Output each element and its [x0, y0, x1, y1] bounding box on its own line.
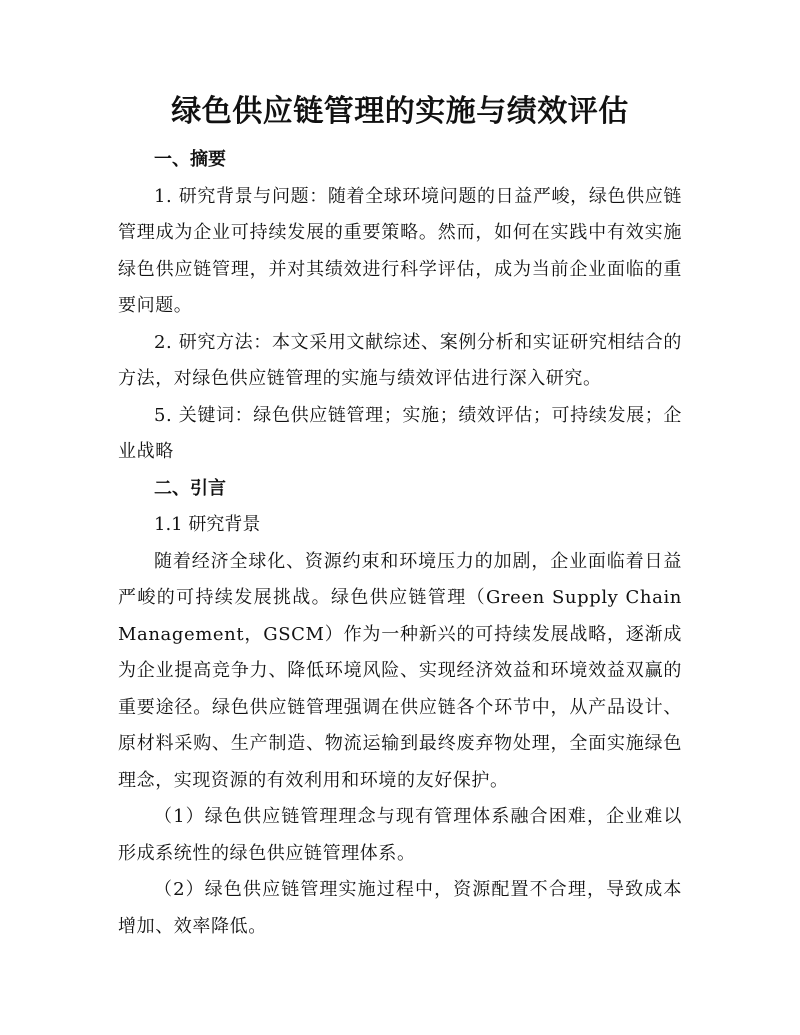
subsection-heading-background: 1.1 研究背景 [154, 514, 261, 535]
list-item-1: （1）绿色供应链管理理念与现有管理体系融合困难，企业难以形成系统性的绿色供应链管理体系。 [118, 806, 682, 864]
document-title: 绿色供应链管理的实施与绩效评估 [171, 94, 629, 129]
abstract-paragraph-background: 1. 研究背景与问题：随着全球环境问题的日益严峻，绿色供应链管理成为企业可持续发展的重要策略。然而，如何在实践中有效实施绿色供应链管理，并对其绩效进行科学评估，成为当前企业面临的重要问题。 [118, 185, 682, 316]
abstract-paragraph-keywords: 5. 关键词：绿色供应链管理；实施；绩效评估；可持续发展；企业战略 [118, 404, 682, 462]
list-item-2: （2）绿色供应链管理实施过程中，资源配置不合理，导致成本增加、效率降低。 [118, 879, 682, 937]
abstract-paragraph-methods: 2. 研究方法：本文采用文献综述、案例分析和实证研究相结合的方法，对绿色供应链管理的实施与绩效评估进行深入研究。 [118, 331, 682, 389]
intro-paragraph: 随着经济全球化、资源约束和环境压力的加剧，企业面临着日益严峻的可持续发展挑战。绿色供应链管理（Green Supply Chain Management，GSCM）作为一种新兴的可持续发展战略，逐渐成为企业提高竞争力、降低环境风险、实现经济效益和环境效益双赢的重要途径。绿色供应链管理强调在供应链各个环节中，从产品设计、原材料采购、生产制造、物流运输到最终废弃物处理，全面实施绿色理念，实现资源的有效利用和环境的友好保护。 [118, 550, 682, 791]
section-heading-abstract: 一、摘要 [154, 149, 226, 170]
section-heading-intro: 二、引言 [154, 477, 226, 499]
